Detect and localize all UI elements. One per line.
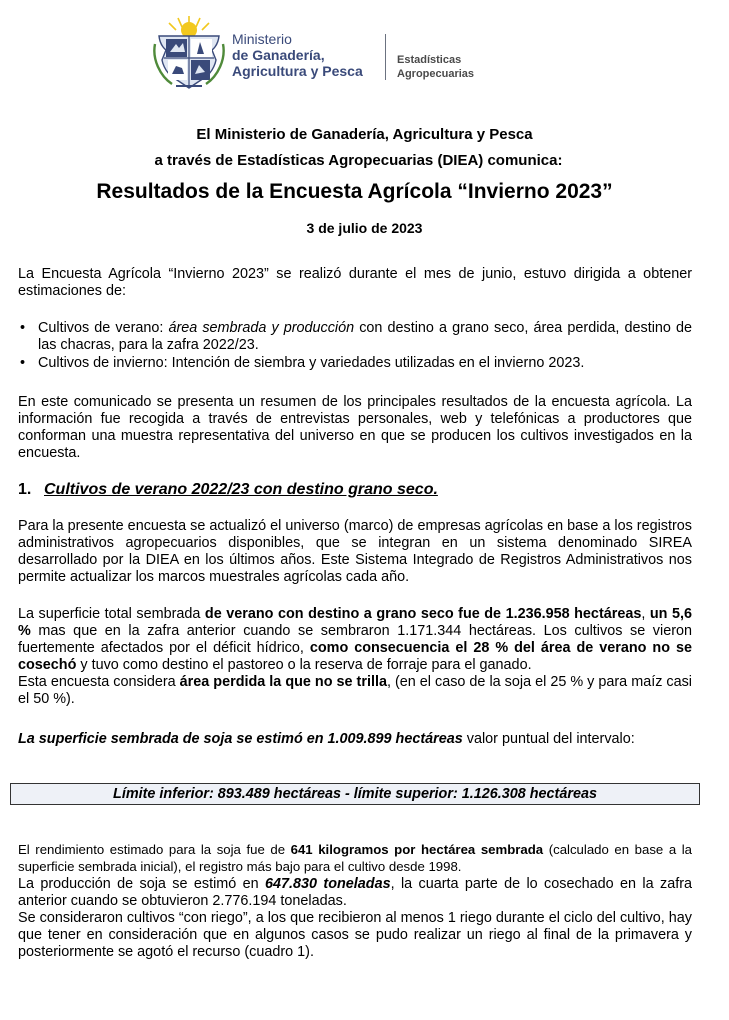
ministry-name-line2: de Ganadería, xyxy=(232,47,325,63)
bullet-dot-icon: • xyxy=(20,320,26,336)
text-span: La producción de soja se estimó en xyxy=(18,876,266,892)
ministry-name-line1: Ministerio xyxy=(232,31,292,47)
text-span: , xyxy=(641,606,650,622)
section-title: Cultivos de verano 2022/23 con destino grano seco. xyxy=(44,481,438,498)
text-span: , la cuarta parte de lo cosechado en la zafra anterior cuando se obtuvieron 2.776.194 toneladas. xyxy=(18,876,692,909)
text-bold-italic: La superficie sembrada de soja se estimó en 1.009.899 hectáreas xyxy=(18,731,463,747)
document-date: 3 de julio de 2023 xyxy=(306,220,423,236)
diea-name xyxy=(397,53,474,81)
paragraph-intro: La Encuesta Agrícola “Invierno 2023” se realizó durante el mes de junio, estuvo dirigida a obtener estimaciones de: xyxy=(18,266,692,299)
text-bold: de verano con destino a grano seco fue de 1.236.958 hectáreas xyxy=(204,606,642,622)
paragraph-irrigation: Se consideraron cultivos “con riego”, a los que recibieron al menos 1 riego durante el ciclo del cultivo, hay que tener en consideración que en algunos casos se pudo realizar un riego al final de la primavera y posteriormente se agotó el recurso (cuadro 1). xyxy=(18,910,692,960)
paragraph-summary: En este comunicado se presenta un resumen de los principales resultados de la encuesta agrícola. La información fue recogida a través de entrevistas personales, web y telefónicas a productores que conforman una muestra representativa del universo en que se producen los cultivos investigados en la encuesta. xyxy=(18,394,692,461)
bullet-item xyxy=(18,355,692,372)
text-bold: 641 kilogramos por hectárea sembrada xyxy=(290,842,544,857)
section-number: 1. xyxy=(18,481,32,498)
section-heading xyxy=(18,481,438,499)
bullet-text: Cultivos de invierno: Intención de siembra y variedades utilizadas en el invierno 2023. xyxy=(38,355,585,371)
interval-box: Límite inferior: 893.489 hectáreas - límite superior: 1.126.308 hectáreas xyxy=(10,783,700,805)
text-span: (calculado en base a la superficie sembrada inicial), el registro más bajo para el cultivo desde 1998. xyxy=(18,842,692,874)
text-span: La superficie total sembrada xyxy=(18,606,205,622)
diea-name-line2: Agropecuarias xyxy=(397,68,475,80)
text-bold-italic: 647.830 toneladas xyxy=(265,876,391,892)
paragraph-yield xyxy=(18,841,692,875)
bullet-text: Cultivos de verano: xyxy=(38,320,169,336)
text-span: El rendimiento estimado para la soja fue de xyxy=(18,842,291,857)
bullet-text-rest: con destino a grano seco, área perdida, destino de las chacras, para la zafra 2022/23. xyxy=(38,320,692,353)
paragraph-sirea: Para la presente encuesta se actualizó el universo (marco) de empresas agrícolas en base a los registros administrativos agropecuarios disponibles, que se integran en un sistema denominado SIREA desarrollado por la DIEA en los últimos años. Este Sistema Integrado de Registros Administrativos nos permite actualizar los marcos muestrales agrícolas cada año. xyxy=(18,518,692,585)
bullet-dot-icon: • xyxy=(20,355,26,371)
header-logo xyxy=(152,14,492,92)
paragraph-soy-area xyxy=(18,731,692,748)
paragraph-surface xyxy=(18,606,692,708)
text-span: y tuvo como destino el pastoreo o la reserva de forraje para el ganado. xyxy=(76,657,532,673)
document-title: Resultados de la Encuesta Agrícola “Invierno 2023” xyxy=(96,180,613,203)
ministry-name-line3: Agricultura y Pesca xyxy=(232,63,363,79)
text-span: valor puntual del intervalo: xyxy=(462,731,635,747)
uruguay-coat-of-arms-icon xyxy=(152,14,226,92)
text-span: Esta encuesta considera xyxy=(18,674,180,690)
text-bold: como consecuencia el 28 % del área de verano no se cosechó xyxy=(18,640,692,673)
bullet-text-italic: área sembrada y producción xyxy=(168,320,355,336)
header-divider xyxy=(385,34,386,80)
diea-name-line1: Estadísticas xyxy=(397,54,462,66)
text-span: mas que en la zafra anterior cuando se sembraron 1.171.344 hectáreas. Los cultivos se vieron fuertemente afectados por el déficit hídrico, xyxy=(18,623,692,656)
bullet-item xyxy=(18,320,692,354)
intro-line-1: El Ministerio de Ganadería, Agricultura y Pesca xyxy=(196,126,533,143)
ministry-name xyxy=(232,31,363,79)
paragraph-production xyxy=(18,876,692,910)
text-bold: área perdida la que no se trilla xyxy=(179,674,387,690)
text-bold: un 5,6 % xyxy=(18,606,693,639)
text-span: , (en el caso de la soja el 25 % y para maíz casi el 50 %). xyxy=(18,674,693,707)
intro-line-2: a través de Estadísticas Agropecuarias (DIEA) comunica: xyxy=(154,152,563,169)
bullet-list xyxy=(18,320,692,373)
